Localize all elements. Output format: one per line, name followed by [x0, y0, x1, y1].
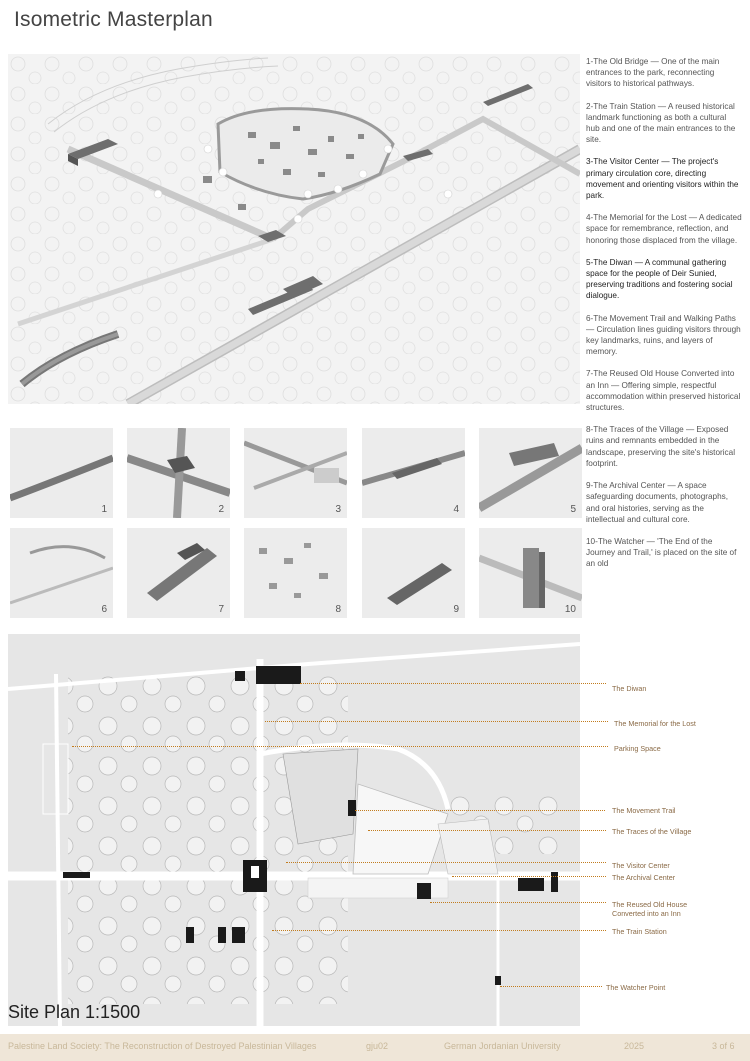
leader-diwan — [300, 683, 606, 684]
thumbnail-diwan — [479, 428, 582, 518]
legend-visitor: The Visitor Center — [612, 861, 670, 870]
footer-page: 3 of 6 — [712, 1041, 735, 1051]
description-visitor-center: 3-The Visitor Center — The project's primary circulation core, directing movement and orienting visitors within the park. — [586, 157, 739, 201]
thumbnail-number: 3 — [335, 504, 341, 515]
footer-university: German Jordanian University — [444, 1041, 561, 1051]
thumbnail-memorial — [362, 428, 465, 518]
description-memorial: 4-The Memorial for the Lost — A dedicated space for remembrance, reflection, and honoring those displaced from the village. — [586, 213, 742, 245]
thumbnail-number: 9 — [453, 604, 459, 615]
leader-parking — [72, 746, 608, 747]
description-movement-trail: 6-The Movement Trail and Walking Paths — Circulation lines guiding visitors through key landmarks, ruins, and layers of memory. — [586, 313, 741, 357]
legend-archival: The Archival Center — [612, 873, 676, 882]
legend-train: The Train Station — [612, 927, 667, 936]
project-descriptions — [586, 56, 742, 581]
footer-year: 2025 — [624, 1041, 645, 1051]
leader-train — [272, 930, 606, 931]
site-plan-title: Site Plan 1:1500 — [8, 1002, 141, 1022]
footer-bar — [0, 1034, 750, 1061]
thumbnail-number: 10 — [564, 604, 576, 615]
leader-archival — [452, 876, 606, 877]
description-old-bridge: 1-The Old Bridge — One of the main entrances to the park, reconnecting visitors to historical pathways. — [586, 57, 720, 89]
footer-project: Palestine Land Society: The Reconstruction of Destroyed Palestinian Villages — [8, 1041, 317, 1051]
thumbnail-number: 4 — [453, 504, 459, 515]
legend-reused-line2: Converted into an Inn — [612, 909, 681, 918]
thumbnail-old-bridge — [10, 428, 113, 518]
thumbnail-number: 2 — [218, 504, 224, 515]
legend-movement: The Movement Trail — [612, 806, 676, 815]
legend-reused-line1: The Reused Old House — [612, 900, 688, 909]
thumbnail-archival-center — [362, 528, 465, 618]
thumbnail-number: 7 — [218, 604, 224, 615]
legend-traces: The Traces of the Village — [612, 827, 692, 836]
description-watcher: 10-The Watcher — 'The End of the Journey and Trail,' is placed on the site of an old — [586, 536, 737, 569]
description-train-station: 2-The Train Station — A reused historical landmark functioning as both a cultural hub and one of the main entrances to the site. — [586, 101, 736, 145]
thumbnail-traces-village — [244, 528, 347, 618]
footer-code: gju02 — [366, 1041, 389, 1051]
leader-movement — [355, 810, 605, 811]
description-reused-house: 7-The Reused Old House Converted into an Inn — Offering simple, respectful accommodation within preserved historical structures. — [586, 369, 741, 413]
legend-memorial: The Memorial for the Lost — [614, 719, 696, 728]
thumbnail-movement-trail — [10, 528, 113, 618]
thumbnail-number: 5 — [570, 504, 576, 515]
page-title: Isometric Masterplan — [14, 8, 213, 31]
leader-watcher — [500, 986, 602, 987]
thumbnail-reused-house — [127, 528, 230, 618]
description-archival-center: 9-The Archival Center — A space safeguarding documents, photographs, and oral histories, serving as the intellectual and cultural core. — [586, 481, 729, 524]
thumbnail-number: 6 — [101, 604, 107, 615]
leader-traces — [368, 830, 606, 831]
leader-reused-house — [430, 902, 606, 903]
leader-memorial — [265, 721, 608, 722]
legend-diwan: The Diwan — [612, 684, 647, 693]
isometric-masterplan-image — [8, 54, 580, 404]
thumbnail-number: 1 — [101, 504, 107, 515]
thumbnail-train-station — [127, 428, 230, 518]
description-traces-village: 8-The Traces of the Village — Exposed ruins and remnants embedded in the landscape, preserving the site's historical footprint. — [586, 425, 736, 468]
leader-visitor — [286, 862, 606, 863]
description-diwan: 5-The Diwan — A communal gathering space for the people of Deir Sunied, preserving traditions and fostering social dialogue. — [586, 257, 733, 301]
thumbnail-number: 8 — [335, 604, 341, 615]
legend-parking: Parking Space — [614, 744, 661, 753]
thumbnail-watcher — [479, 528, 582, 618]
thumbnail-visitor-center — [244, 428, 347, 518]
legend-watcher: The Watcher Point — [606, 983, 666, 992]
